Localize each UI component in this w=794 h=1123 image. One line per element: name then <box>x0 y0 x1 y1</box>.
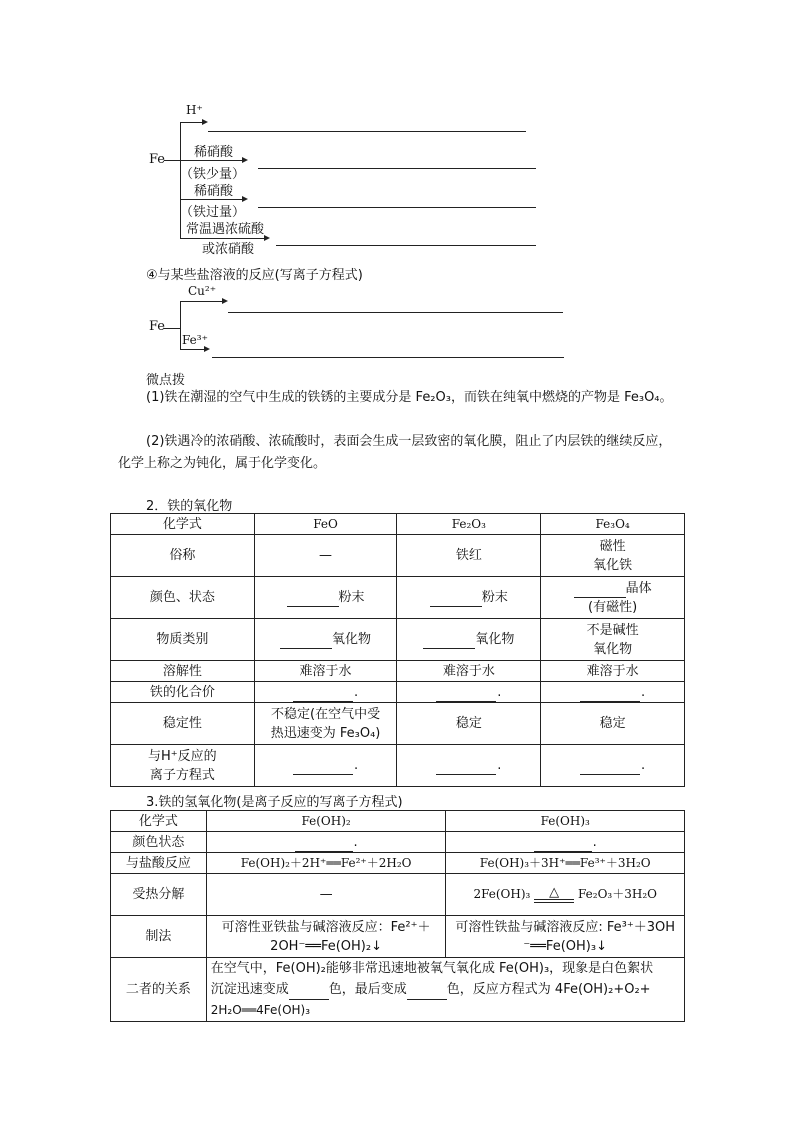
relation-line-3: 2H₂O══4Fe(OH)₃ <box>210 1003 311 1017</box>
fe-root-label: Fe <box>149 152 166 167</box>
row-valence <box>111 682 685 703</box>
hydroxides-table <box>110 810 685 1022</box>
h-row-color <box>111 832 685 853</box>
blank[interactable] <box>293 760 353 775</box>
h-header-formula: 化学式 <box>111 811 207 832</box>
feoh3-prep-2: ⁻══Fe(OH)₃↓ <box>523 938 607 954</box>
answer-line-1 <box>208 131 526 132</box>
salt-branch-1-arrowhead <box>222 298 228 304</box>
branch-3-label-bottom: （铁过量） <box>180 205 246 220</box>
salt-branch-1-arrow <box>180 301 224 302</box>
blank[interactable] <box>580 760 640 775</box>
feo-color-suffix: 粉末 <box>338 590 365 605</box>
fe2o3-valence: . <box>397 682 541 703</box>
h-row-heat <box>111 874 685 916</box>
branch-4-label-top: 常温遇浓硫酸 <box>186 222 265 237</box>
branch-4-arrowhead <box>264 235 270 241</box>
feoh3-heat <box>446 874 685 916</box>
label-ionic <box>111 745 255 787</box>
blank[interactable] <box>280 634 332 649</box>
fe3o4-class-2: 氧化物 <box>593 641 633 657</box>
fe2o3-stability: 稳定 <box>397 703 541 745</box>
root-stem <box>164 160 180 161</box>
feoh3-hcl: Fe(OH)₃＋3H⁺══Fe³⁺＋3H₂O <box>446 853 685 874</box>
feo-common-name: — <box>254 535 397 577</box>
tip-1: (1)铁在潮湿的空气中生成的铁锈的主要成分是 Fe₂O₃，而铁在纯氧中燃烧的产物是 Fe₃O₄。 <box>146 390 673 405</box>
branch-1-label: H⁺ <box>186 103 203 117</box>
label-class: 物质类别 <box>111 619 255 661</box>
fe3o4-solubility: 难溶于水 <box>541 661 685 682</box>
header-formula: 化学式 <box>111 514 255 535</box>
salt-section-heading: ④与某些盐溶液的反应(写离子方程式) <box>146 268 363 283</box>
h-label-prep: 制法 <box>111 916 207 958</box>
branch-1-arrowhead <box>202 119 208 125</box>
feoh3-prep <box>446 916 685 958</box>
h-label-color: 颜色状态 <box>111 832 207 853</box>
fe3o4-class <box>541 619 685 661</box>
answer-line-4 <box>276 245 536 246</box>
feoh3-prep-1: 可溶性铁盐与碱溶液反应: Fe³⁺＋3OH <box>455 919 676 935</box>
tip-2: (2)铁遇冷的浓硝酸、浓硫酸时，表面会生成一层致密的氧化膜，阻止了内层铁的继续反应，化学上称之为钝化，属于化学变化。 <box>118 434 672 471</box>
h-label-hcl: 与盐酸反应 <box>111 853 207 874</box>
salt-branch-2-arrowhead <box>204 346 210 352</box>
feoh3-color: . <box>446 832 685 853</box>
fe3o4-color-note: (有磁性) <box>588 599 638 615</box>
hydroxides-heading: 3.铁的氢氧化物(是离子反应的写离子方程式) <box>146 795 403 810</box>
blank[interactable] <box>436 687 496 702</box>
tips-heading: 微点拨 <box>146 373 186 388</box>
fe2o3-solubility: 难溶于水 <box>397 661 541 682</box>
heat-condition <box>534 884 574 903</box>
label-stability: 稳定性 <box>111 703 255 745</box>
label-ionic-1: 与H⁺反应的 <box>148 748 217 764</box>
oxides-heading: 2．铁的氧化物 <box>146 499 233 514</box>
hydroxides-header-row <box>111 811 685 832</box>
fe2o3-color-suffix: 粉末 <box>481 590 508 605</box>
feo-class-suffix: 氧化物 <box>332 632 372 647</box>
root-stem-2 <box>164 328 180 329</box>
label-valence: 铁的化合价 <box>111 682 255 703</box>
branch-2-label-bottom: （铁少量） <box>180 167 246 182</box>
feoh2-heat: — <box>206 874 446 916</box>
feo-solubility: 难溶于水 <box>254 661 397 682</box>
feo-stability <box>254 703 397 745</box>
h-label-heat: 受热分解 <box>111 874 207 916</box>
feoh2-prep-1: 可溶性亚铁盐与碱溶液反应：Fe²⁺＋ <box>221 919 431 935</box>
blank[interactable] <box>287 592 339 607</box>
header-feo: FeO <box>254 514 397 535</box>
h-header-feoh3: Fe(OH)₃ <box>446 811 685 832</box>
fe3o4-stability: 稳定 <box>541 703 685 745</box>
branch-4-label-bottom: 或浓硝酸 <box>202 242 255 257</box>
label-solubility: 溶解性 <box>111 661 255 682</box>
label-common-name: 俗称 <box>111 535 255 577</box>
relation-line-2a: 沉淀迅速变成 <box>210 982 289 997</box>
relation-line-1: 在空气中，Fe(OH)₂能够非常迅速地被氧气氧化成 Fe(OH)₃，现象是白色絮状 <box>210 961 654 976</box>
relation-line-2b: 色，最后变成 <box>328 982 407 997</box>
row-color <box>111 577 685 619</box>
label-ionic-2: 离子方程式 <box>149 767 215 783</box>
answer-line-3 <box>258 207 536 208</box>
fe3o4-common-name <box>541 535 685 577</box>
oxides-table <box>110 513 685 787</box>
branch-trunk-2 <box>180 301 181 349</box>
h-row-relation <box>111 958 685 1022</box>
row-ionic <box>111 745 685 787</box>
feo-stability-2: 热迅速变为 Fe₃O₄) <box>270 725 381 741</box>
fe2o3-ionic: . <box>397 745 541 787</box>
fe2o3-color <box>397 577 541 619</box>
feoh2-prep <box>206 916 446 958</box>
fe3o4-color-suffix: 晶体 <box>625 580 652 596</box>
blank[interactable] <box>534 837 592 852</box>
header-fe3o4: Fe₃O₄ <box>541 514 685 535</box>
blank[interactable] <box>423 634 475 649</box>
fe3o4-ionic: . <box>541 745 685 787</box>
blank[interactable] <box>430 592 482 607</box>
row-solubility <box>111 661 685 682</box>
fe3o4-name-2: 氧化铁 <box>593 557 633 573</box>
row-stability <box>111 703 685 745</box>
salt-branch-1-label: Cu²⁺ <box>188 284 217 298</box>
header-fe2o3: Fe₂O₃ <box>397 514 541 535</box>
salt-answer-line-1 <box>228 312 563 313</box>
row-class <box>111 619 685 661</box>
salt-branch-2-arrow <box>180 349 206 350</box>
fe-root-label-2: Fe <box>149 319 166 334</box>
branch-3-label-top: 稀硝酸 <box>194 184 234 199</box>
branch-2-label-top: 稀硝酸 <box>194 145 234 160</box>
fe3o4-name-1: 磁性 <box>599 538 626 554</box>
h-label-relation: 二者的关系 <box>111 958 207 1022</box>
h-header-feoh2: Fe(OH)₂ <box>206 811 446 832</box>
h-row-prep <box>111 916 685 958</box>
feo-valence: . <box>254 682 397 703</box>
relation-line-2c: 色，反应方程式为 4Fe(OH)₂+O₂+ <box>446 982 651 997</box>
row-common-name <box>111 535 685 577</box>
fe2o3-class-suffix: 氧化物 <box>475 632 515 647</box>
feo-class <box>254 619 397 661</box>
heat-product: Fe₂O₃＋3H₂O <box>577 887 657 901</box>
heat-reactant: 2Fe(OH)₃ <box>473 887 531 901</box>
branch-2-arrow <box>180 160 244 161</box>
fe3o4-class-1: 不是碱性 <box>586 622 639 638</box>
blank[interactable] <box>289 985 329 1000</box>
blank[interactable] <box>407 985 447 1000</box>
fe2o3-class <box>397 619 541 661</box>
fe3o4-color <box>541 577 685 619</box>
feo-stability-1: 不稳定(在空气中受 <box>271 706 381 722</box>
branch-1-arrow <box>180 122 204 123</box>
branch-3-arrow <box>180 199 244 200</box>
label-color: 颜色、状态 <box>111 577 255 619</box>
feo-color <box>254 577 397 619</box>
answer-line-2 <box>258 168 536 169</box>
heat-delta-icon: △ <box>549 884 560 900</box>
feoh2-prep-2: 2OH⁻══Fe(OH)₂↓ <box>270 938 382 954</box>
blank[interactable] <box>580 687 640 702</box>
fe2o3-common-name: 铁红 <box>397 535 541 577</box>
oxides-header-row <box>111 514 685 535</box>
blank[interactable] <box>574 583 626 598</box>
blank[interactable] <box>293 687 353 702</box>
relation-text <box>206 958 684 1022</box>
feoh2-color: . <box>206 832 446 853</box>
feoh2-hcl: Fe(OH)₂＋2H⁺══Fe²⁺＋2H₂O <box>206 853 446 874</box>
blank[interactable] <box>436 760 496 775</box>
fe3o4-valence: . <box>541 682 685 703</box>
h-row-hcl <box>111 853 685 874</box>
salt-branch-2-label: Fe³⁺ <box>182 333 208 347</box>
salt-answer-line-2 <box>212 357 564 358</box>
blank[interactable] <box>295 837 353 852</box>
feo-ionic: . <box>254 745 397 787</box>
